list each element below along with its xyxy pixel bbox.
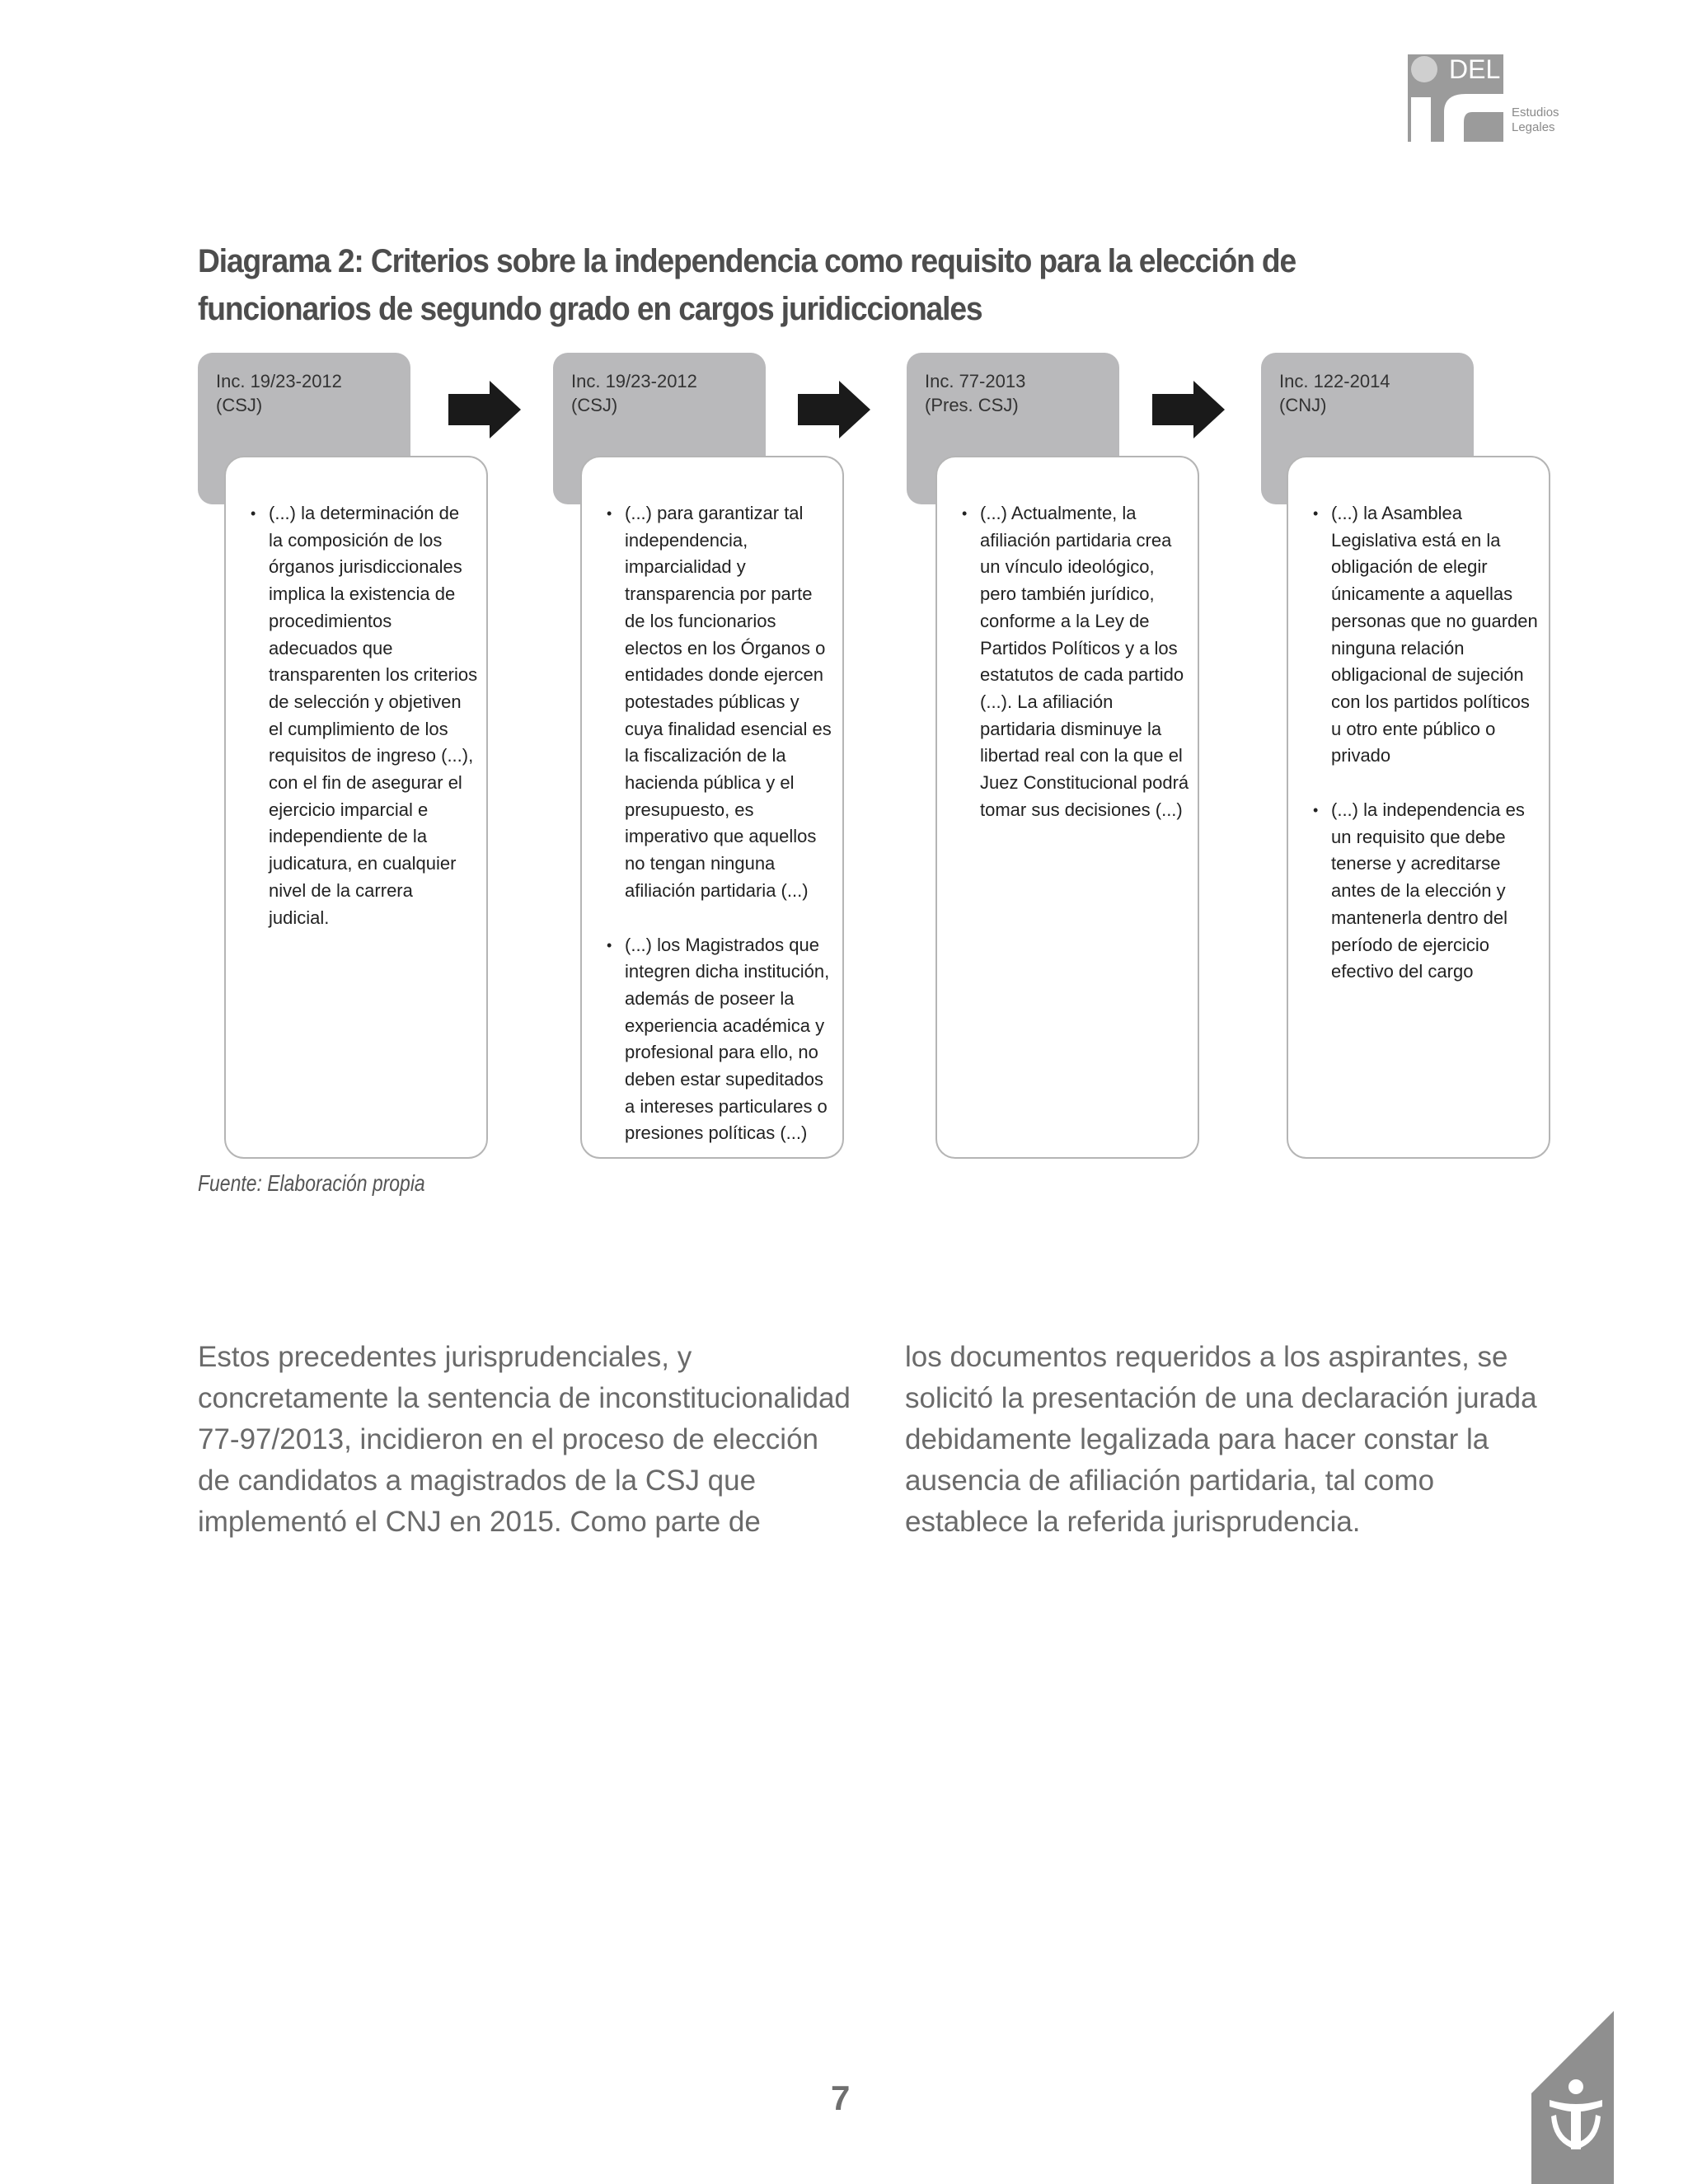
- logo-subtitle-line-1: Estudios: [1512, 105, 1559, 120]
- stage-1-bullet-1: • (...) la determinación de la composición de los órganos jurisdiccionales implica la existencia de procedimientos adecuados que transparenten los criterios de selección y objetiven el cumplimiento de los requisitos de ingreso (...), con el fin de asegurar el ejercicio imparcial e independiente de la judicatura, en cualquier nivel de la carrera judicial.: [251, 500, 478, 931]
- stage-2-card: [580, 456, 844, 1159]
- logo-text: DEL: [1449, 54, 1501, 84]
- stage-4-label: Inc. 122-2014: [1279, 371, 1390, 391]
- stage-4-bullet-2: • (...) la independencia es un requisito que debe tenerse y acreditarse antes de la elección y mantenerla dentro del período de ejercicio efectivo del cargo: [1313, 797, 1540, 986]
- stage-3-bullet-1: • (...) Actualmente, la afiliación partidaria crea un vínculo ideológico, pero también jurídico, conforme a la Ley de Partidos Políticos y a los estatutos de cada partido (...). La afiliación partidaria disminuye la libertad real con la que el Juez Constitucional podrá tomar sus decisiones (...): [962, 500, 1189, 823]
- logo-subtitle-line-2: Legales: [1512, 120, 1555, 134]
- page-number: 7: [831, 2079, 851, 2117]
- stage-2-bullet-1: • (...) para garantizar tal independencia, imparcialidad y transparencia por parte de los funcionarios electos en los Órganos o entidades donde ejercen potestades públicas y cuya finalidad esencial es la fiscalización de la hacienda pública y el presupuesto, es imperativo que aquellos no tengan ninguna afiliación partidaria (...): [607, 500, 834, 905]
- body-column-1: Estos precedentes jurisprudenciales, y concretamente la sentencia de inconstitucionalidad 77-97/2013, incidieron en el proceso de elección de candidatos a magistrados de la CSJ que implementó el CNJ en 2015. Como parte de: [198, 1341, 851, 1538]
- stage-3-court: (Pres. CSJ): [925, 395, 1019, 415]
- stage-3-card: [935, 456, 1199, 1159]
- logo-subtitle: [1512, 105, 1578, 135]
- stage-4-court: (CNJ): [1279, 395, 1327, 415]
- diagram-source: Fuente: Elaboración propia: [198, 1170, 425, 1196]
- stage-1-card: [224, 456, 488, 1159]
- stage-2-label: Inc. 19/23-2012: [571, 371, 697, 391]
- arrow-right-icon: [798, 381, 872, 438]
- stage-4-bullet-1: • (...) la Asamblea Legislativa está en la obligación de elegir únicamente a aquellas personas que no guarden ninguna relación obligacional de sujeción con los partidos políticos u otro ente público o privado: [1313, 500, 1540, 770]
- stage-1-court: (CSJ): [216, 395, 263, 415]
- body-column-2: los documentos requeridos a los aspirantes, se solicitó la presentación de una declaración jurada debidamente legalizada para hacer constar la ausencia de afiliación partidaria, tal como establece la referida jurisprudencia.: [905, 1341, 1537, 1538]
- stage-3-label: Inc. 77-2013: [925, 371, 1026, 391]
- diagram-title: Diagrama 2: Criterios sobre la independencia como requisito para la elección de funcionarios de segundo grado en cargos juridiccionales: [198, 243, 1296, 327]
- stage-2-court: (CSJ): [571, 395, 618, 415]
- arrow-right-icon: [448, 381, 523, 438]
- stage-4-card: [1287, 456, 1550, 1159]
- stage-1-label: Inc. 19/23-2012: [216, 371, 342, 391]
- arrow-right-icon: [1152, 381, 1226, 438]
- stage-2-bullet-2: • (...) los Magistrados que integren dicha institución, además de poseer la experiencia académica y profesional para ello, no deben estar supeditados a intereses particulares o presiones políticas (...): [607, 932, 834, 1148]
- corner-emblem-icon: [1531, 2011, 1614, 2184]
- del-logo: [1408, 54, 1573, 145]
